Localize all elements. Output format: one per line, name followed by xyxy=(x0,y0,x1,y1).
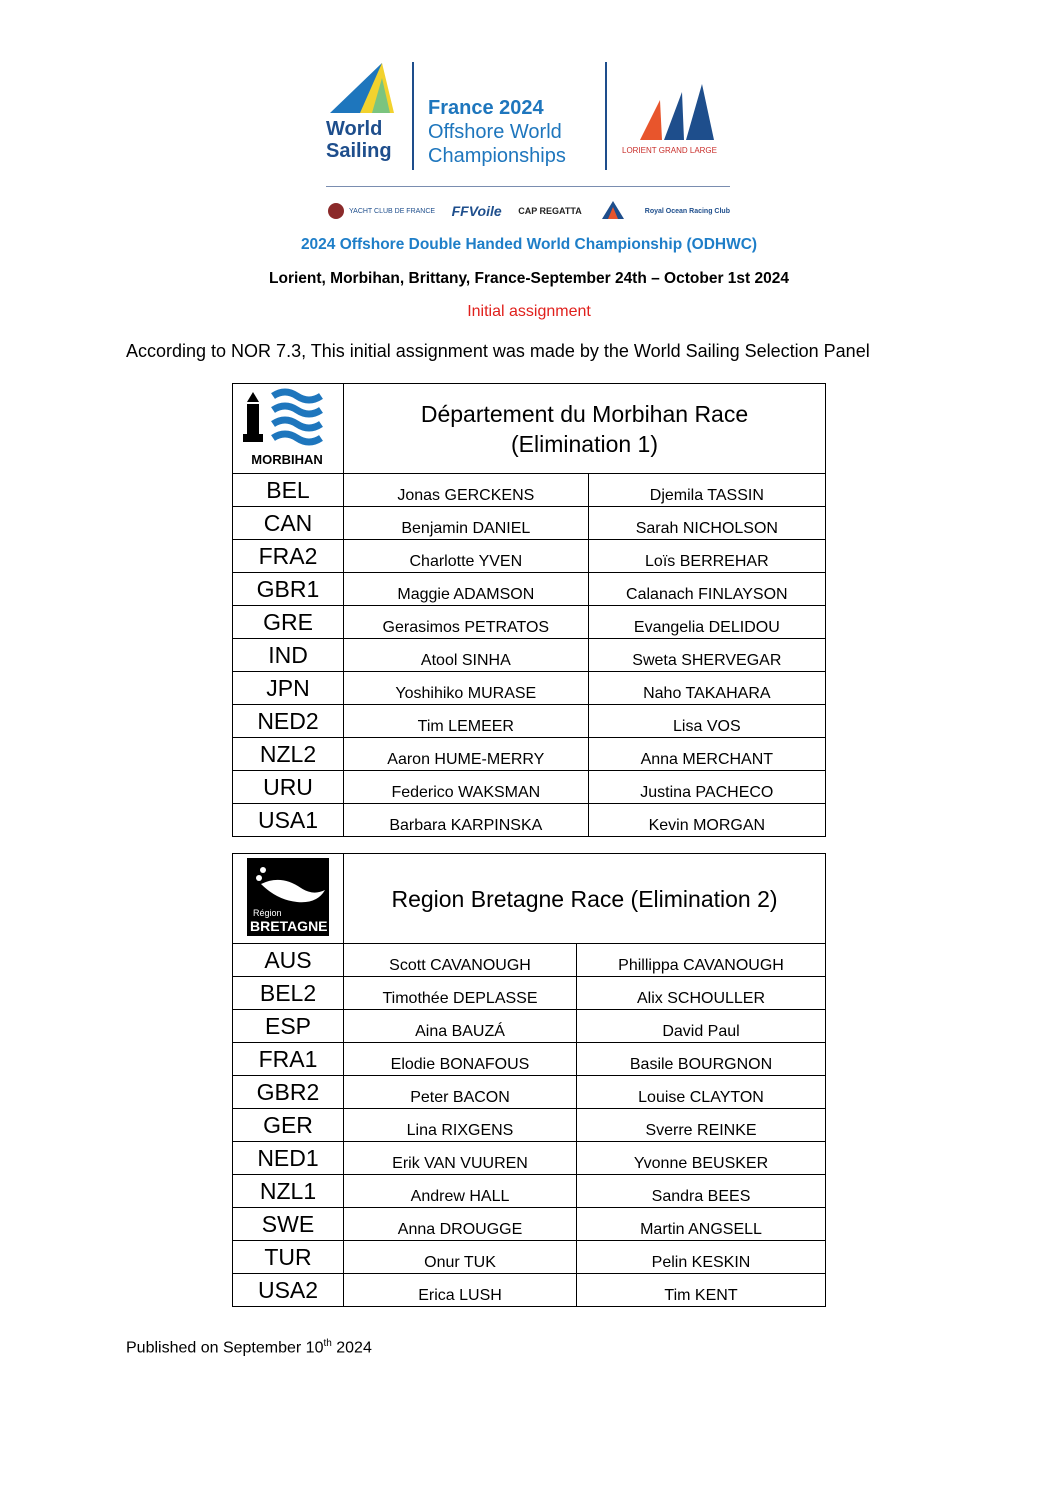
table-row xyxy=(233,573,826,606)
table-row xyxy=(233,1043,826,1076)
race-title: Département du Morbihan Race (Elimination 1) xyxy=(344,384,826,474)
intro-paragraph: According to NOR 7.3, This initial assignment was made by the World Sailing Selection Panel xyxy=(126,341,870,361)
sailor-1: Aina BAUZÁ xyxy=(344,1010,577,1043)
country-code: ESP xyxy=(233,1010,344,1043)
country-code: JPN xyxy=(233,672,344,705)
svg-text:MORBIHAN: MORBIHAN xyxy=(251,452,323,467)
sailor-1: Barbara KARPINSKA xyxy=(344,804,589,837)
sailor-1: Erik VAN VUUREN xyxy=(344,1142,577,1175)
sailor-2: Phillippa CAVANOUGH xyxy=(577,944,826,977)
lorient-sails-logo-icon xyxy=(622,78,730,170)
assignment-label: Initial assignment xyxy=(467,303,591,320)
sailor-1: Anna DROUGGE xyxy=(344,1208,577,1241)
sailor-2: Sandra BEES xyxy=(577,1175,826,1208)
table-row xyxy=(233,1241,826,1274)
country-code: BEL xyxy=(233,474,344,507)
sailor-2: Louise CLAYTON xyxy=(577,1076,826,1109)
svg-text:Région: Région xyxy=(253,908,282,918)
sailor-2: Loïs BERREHAR xyxy=(588,540,825,573)
sailor-2: Tim KENT xyxy=(577,1274,826,1307)
country-code: BEL2 xyxy=(233,977,344,1010)
table-row xyxy=(233,474,826,507)
sailor-1: Tim LEMEER xyxy=(344,705,589,738)
country-code: NED2 xyxy=(233,705,344,738)
table-row xyxy=(233,1010,826,1043)
country-code: NZL1 xyxy=(233,1175,344,1208)
sponsor-rorc: Royal Ocean Racing Club xyxy=(644,207,730,215)
sailor-2: Basile BOURGNON xyxy=(577,1043,826,1076)
sailing-club-logo-icon xyxy=(598,199,628,223)
sailor-1: Jonas GERCKENS xyxy=(344,474,589,507)
table-row xyxy=(233,804,826,837)
published-date: Published on September 10th 2024 xyxy=(126,1338,372,1357)
bretagne-logo-icon xyxy=(233,854,341,938)
country-code: URU xyxy=(233,771,344,804)
country-code: IND xyxy=(233,639,344,672)
sailor-2: Sweta SHERVEGAR xyxy=(588,639,825,672)
country-code: NZL2 xyxy=(233,738,344,771)
sailor-2: David Paul xyxy=(577,1010,826,1043)
country-code: FRA2 xyxy=(233,540,344,573)
sailor-2: Djemila TASSIN xyxy=(588,474,825,507)
sailor-1: Atool SINHA xyxy=(344,639,589,672)
table-row xyxy=(233,738,826,771)
sailor-1: Elodie BONAFOUS xyxy=(344,1043,577,1076)
sailor-2: Yvonne BEUSKER xyxy=(577,1142,826,1175)
divider xyxy=(605,62,607,170)
sailor-2: Martin ANGSELL xyxy=(577,1208,826,1241)
divider xyxy=(326,186,730,187)
sailor-1: Gerasimos PETRATOS xyxy=(344,606,589,639)
sailor-1: Benjamin DANIEL xyxy=(344,507,589,540)
sailor-1: Lina RIXGENS xyxy=(344,1109,577,1142)
country-code: CAN xyxy=(233,507,344,540)
sailor-1: Peter BACON xyxy=(344,1076,577,1109)
sponsor-cap-regatta: CAP REGATTA xyxy=(518,206,582,216)
sailor-1: Timothée DEPLASSE xyxy=(344,977,577,1010)
sailor-2: Justina PACHECO xyxy=(588,771,825,804)
divider xyxy=(412,62,414,170)
country-code: TUR xyxy=(233,1241,344,1274)
country-code: GBR1 xyxy=(233,573,344,606)
sailor-2: Pelin KESKIN xyxy=(577,1241,826,1274)
sponsor-ycf: YACHT CLUB DE FRANCE xyxy=(326,200,435,222)
sponsor-row xyxy=(326,196,730,226)
country-code: FRA1 xyxy=(233,1043,344,1076)
sailor-1: Charlotte YVEN xyxy=(344,540,589,573)
sailor-2: Lisa VOS xyxy=(588,705,825,738)
table-row xyxy=(233,606,826,639)
sailor-2: Calanach FINLAYSON xyxy=(588,573,825,606)
championship-wordmark: France 2024 Offshore World Championships xyxy=(428,97,566,167)
sailor-1: Erica LUSH xyxy=(344,1274,577,1307)
event-title: 2024 Offshore Double Handed World Championship (ODHWC) xyxy=(300,236,758,253)
bretagne-logo xyxy=(233,854,344,944)
sailor-1: Maggie ADAMSON xyxy=(344,573,589,606)
sailor-2: Anna MERCHANT xyxy=(588,738,825,771)
table-row xyxy=(233,540,826,573)
table-row xyxy=(233,1109,826,1142)
sailor-1: Onur TUK xyxy=(344,1241,577,1274)
race-table-bretagne xyxy=(232,853,826,1307)
country-code: NED1 xyxy=(233,1142,344,1175)
race-table-morbihan xyxy=(232,383,826,837)
ycf-crest-icon xyxy=(326,200,346,222)
morbihan-logo-icon xyxy=(233,384,341,468)
table-row xyxy=(233,1175,826,1208)
morbihan-logo xyxy=(233,384,344,474)
table-row xyxy=(233,507,826,540)
country-code: GRE xyxy=(233,606,344,639)
lorient-text: LORIENT GRAND LARGE xyxy=(622,146,717,155)
sailor-1: Scott CAVANOUGH xyxy=(344,944,577,977)
country-code: AUS xyxy=(233,944,344,977)
country-code: USA1 xyxy=(233,804,344,837)
country-code: USA2 xyxy=(233,1274,344,1307)
table-row xyxy=(233,1142,826,1175)
table-row xyxy=(233,1076,826,1109)
sailor-1: Aaron HUME-MERRY xyxy=(344,738,589,771)
header-logos xyxy=(322,58,734,233)
sailor-1: Federico WAKSMAN xyxy=(344,771,589,804)
sailor-2: Sverre REINKE xyxy=(577,1109,826,1142)
sailor-1: Andrew HALL xyxy=(344,1175,577,1208)
table-row xyxy=(233,672,826,705)
table-row xyxy=(233,705,826,738)
sponsor-ffvoile: FFVoile xyxy=(451,203,502,219)
country-code: GER xyxy=(233,1109,344,1142)
table-row xyxy=(233,639,826,672)
table-row xyxy=(233,977,826,1010)
event-location: Lorient, Morbihan, Brittany, France-September 24th – October 1st 2024 xyxy=(269,270,789,287)
table-row xyxy=(233,1208,826,1241)
sailor-2: Naho TAKAHARA xyxy=(588,672,825,705)
race-title: Region Bretagne Race (Elimination 2) xyxy=(344,854,826,944)
table-row xyxy=(233,1274,826,1307)
country-code: SWE xyxy=(233,1208,344,1241)
sailor-2: Sarah NICHOLSON xyxy=(588,507,825,540)
sailor-2: Kevin MORGAN xyxy=(588,804,825,837)
sponsor-sailing-club xyxy=(598,199,628,223)
country-code: GBR2 xyxy=(233,1076,344,1109)
sailor-2: Alix SCHOULLER xyxy=(577,977,826,1010)
table-row xyxy=(233,771,826,804)
sailor-1: Yoshihiko MURASE xyxy=(344,672,589,705)
table-row xyxy=(233,944,826,977)
svg-text:BRETAGNE: BRETAGNE xyxy=(250,918,328,934)
sailor-2: Evangelia DELIDOU xyxy=(588,606,825,639)
world-sailing-wordmark: World Sailing xyxy=(326,118,392,162)
